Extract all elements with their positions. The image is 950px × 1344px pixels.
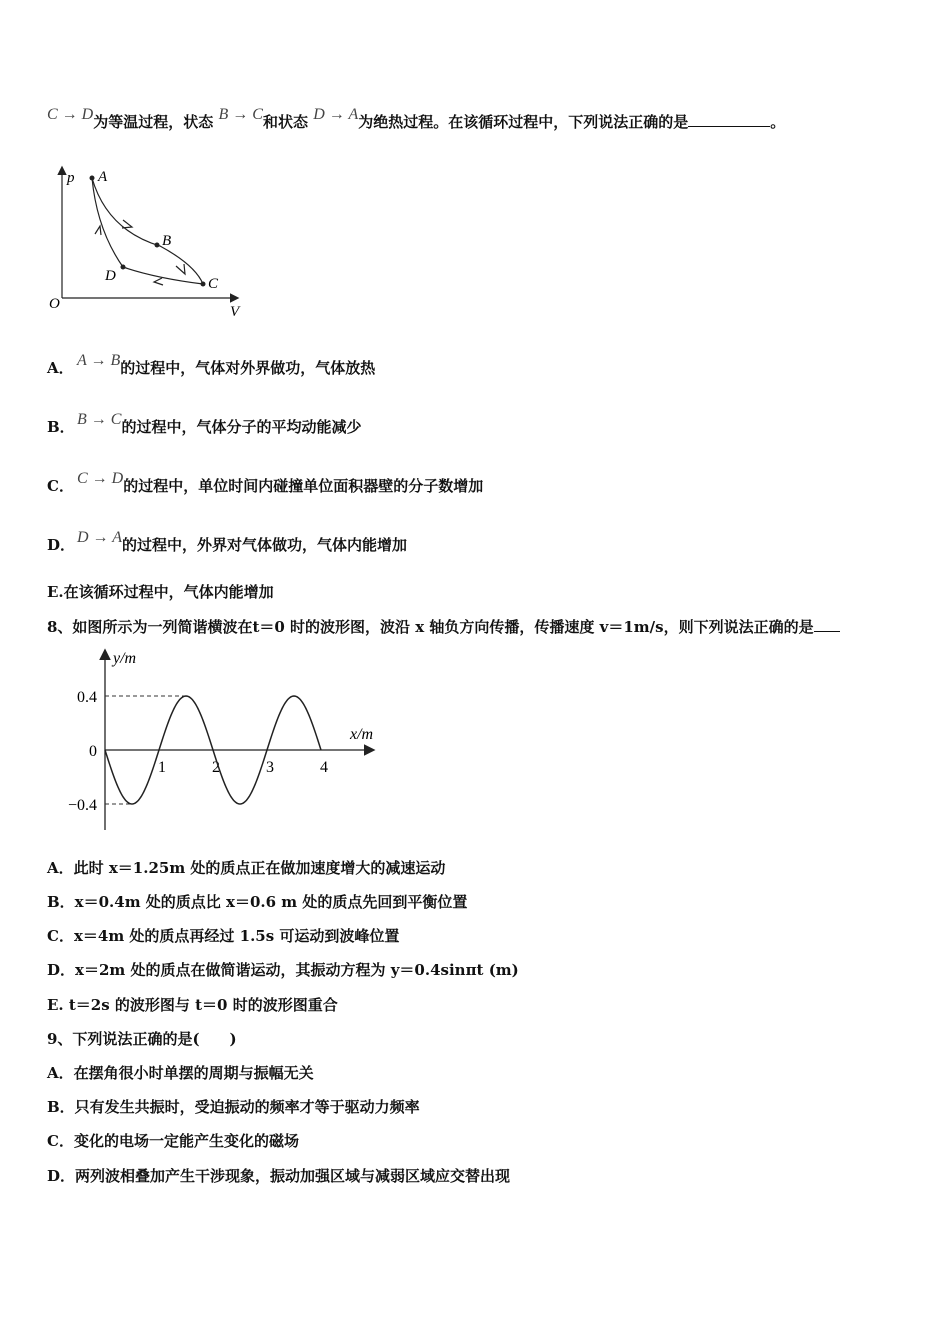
option-letter: B． (47, 418, 75, 436)
q9-stem: 9、下列说法正确的是( ) (47, 1030, 237, 1048)
label-d: D (105, 268, 116, 284)
option-math: D → A (77, 529, 123, 546)
q8-option-a: A．此时 x＝1.25m 处的质点正在做加速度增大的减速运动 (47, 859, 446, 877)
y-tick-label: 0.4 (77, 689, 97, 706)
y-axis-label: y/m (113, 650, 137, 667)
option-math: A → B (77, 352, 121, 369)
q8-option-d: D．x＝2m 处的质点在做简谐运动，其振动方程为 y＝0.4sinπt (m) (47, 961, 519, 979)
q8-stem (47, 617, 840, 637)
label-c: C (208, 276, 219, 292)
q7-stem (47, 106, 786, 133)
x-tick-label: 3 (266, 759, 274, 776)
wave-chart (55, 645, 395, 835)
q8-option-c: C．x＝4m 处的质点再经过 1.5s 可运动到波峰位置 (47, 927, 400, 945)
point-c (201, 282, 206, 287)
q9-option-c: C．变化的电场一定能产生变化的磁场 (47, 1132, 299, 1150)
math-d-to-a: D → A (313, 106, 359, 123)
x-axis-label: x/m (350, 726, 374, 743)
answer-blank (814, 617, 840, 632)
option-text: 的过程中，气体对外界做功，气体放热 (120, 359, 376, 377)
arrow-d-a (95, 226, 101, 235)
curve-c-d (123, 267, 203, 284)
point-d (121, 265, 126, 270)
point-a (90, 176, 95, 181)
q7-stem-part2: 和状态 (262, 113, 308, 131)
option-letter: D． (47, 536, 76, 554)
q9-option-b: B．只有发生共振时，受迫振动的频率才等于驱动力频率 (47, 1098, 420, 1116)
point-b (155, 243, 160, 248)
q7-option-b (47, 411, 362, 438)
option-math: C → D (77, 470, 124, 487)
q7-stem-part4: 。 (770, 113, 786, 131)
y-tick-label: −0.4 (67, 797, 97, 814)
q8-option-e: E. t＝2s 的波形图与 t＝0 时的波形图重合 (47, 996, 338, 1014)
x-tick-label: 2 (212, 759, 220, 776)
origin-label: O (49, 296, 60, 312)
q7-option-d (47, 529, 408, 556)
q9-option-d: D．两列波相叠加产生干涉现象，振动加强区域与减弱区域应交替出现 (47, 1167, 511, 1185)
arrow-b-c (176, 264, 185, 274)
q7-option-e: E.在该循环过程中，气体内能增加 (47, 583, 274, 601)
y-tick-label: 0 (89, 743, 97, 760)
math-c-to-d: C → D (47, 106, 94, 123)
x-tick-label: 1 (158, 759, 166, 776)
option-text: 的过程中，气体分子的平均动能减少 (121, 418, 362, 436)
p-axis-label: p (67, 170, 75, 186)
arrow-c-d (154, 278, 163, 285)
option-letter: A． (47, 359, 74, 377)
label-b: B (162, 233, 172, 249)
v-axis-label: V (230, 304, 240, 320)
label-a: A (98, 169, 108, 185)
answer-blank (688, 112, 770, 127)
q7-option-a (47, 352, 376, 379)
option-letter: C． (47, 477, 74, 495)
q9-option-a: A．在摆角很小时单摆的周期与振幅无关 (47, 1064, 314, 1082)
q7-option-c (47, 470, 484, 497)
q7-stem-part3: 为绝热过程。在该循环过程中，下列说法正确的是 (358, 113, 689, 131)
q8-stem-text: 8、如图所示为一列简谐横波在t＝0 时的波形图，波沿 x 轴负方向传播，传播速度 v＝1m/s，则下列说法正确的是 (47, 618, 814, 636)
math-b-to-c: B → C (218, 106, 263, 123)
q7-stem-part1: 为等温过程，状态 (93, 113, 214, 131)
option-text: 的过程中，单位时间内碰撞单位面积器壁的分子数增加 (123, 477, 484, 495)
q8-option-b: B．x＝0.4m 处的质点比 x＝0.6 m 处的质点先回到平衡位置 (47, 893, 468, 911)
option-math: B → C (77, 411, 122, 428)
x-tick-label: 4 (320, 759, 328, 776)
pv-diagram (45, 160, 255, 320)
option-text: 的过程中，外界对气体做功，气体内能增加 (122, 536, 408, 554)
